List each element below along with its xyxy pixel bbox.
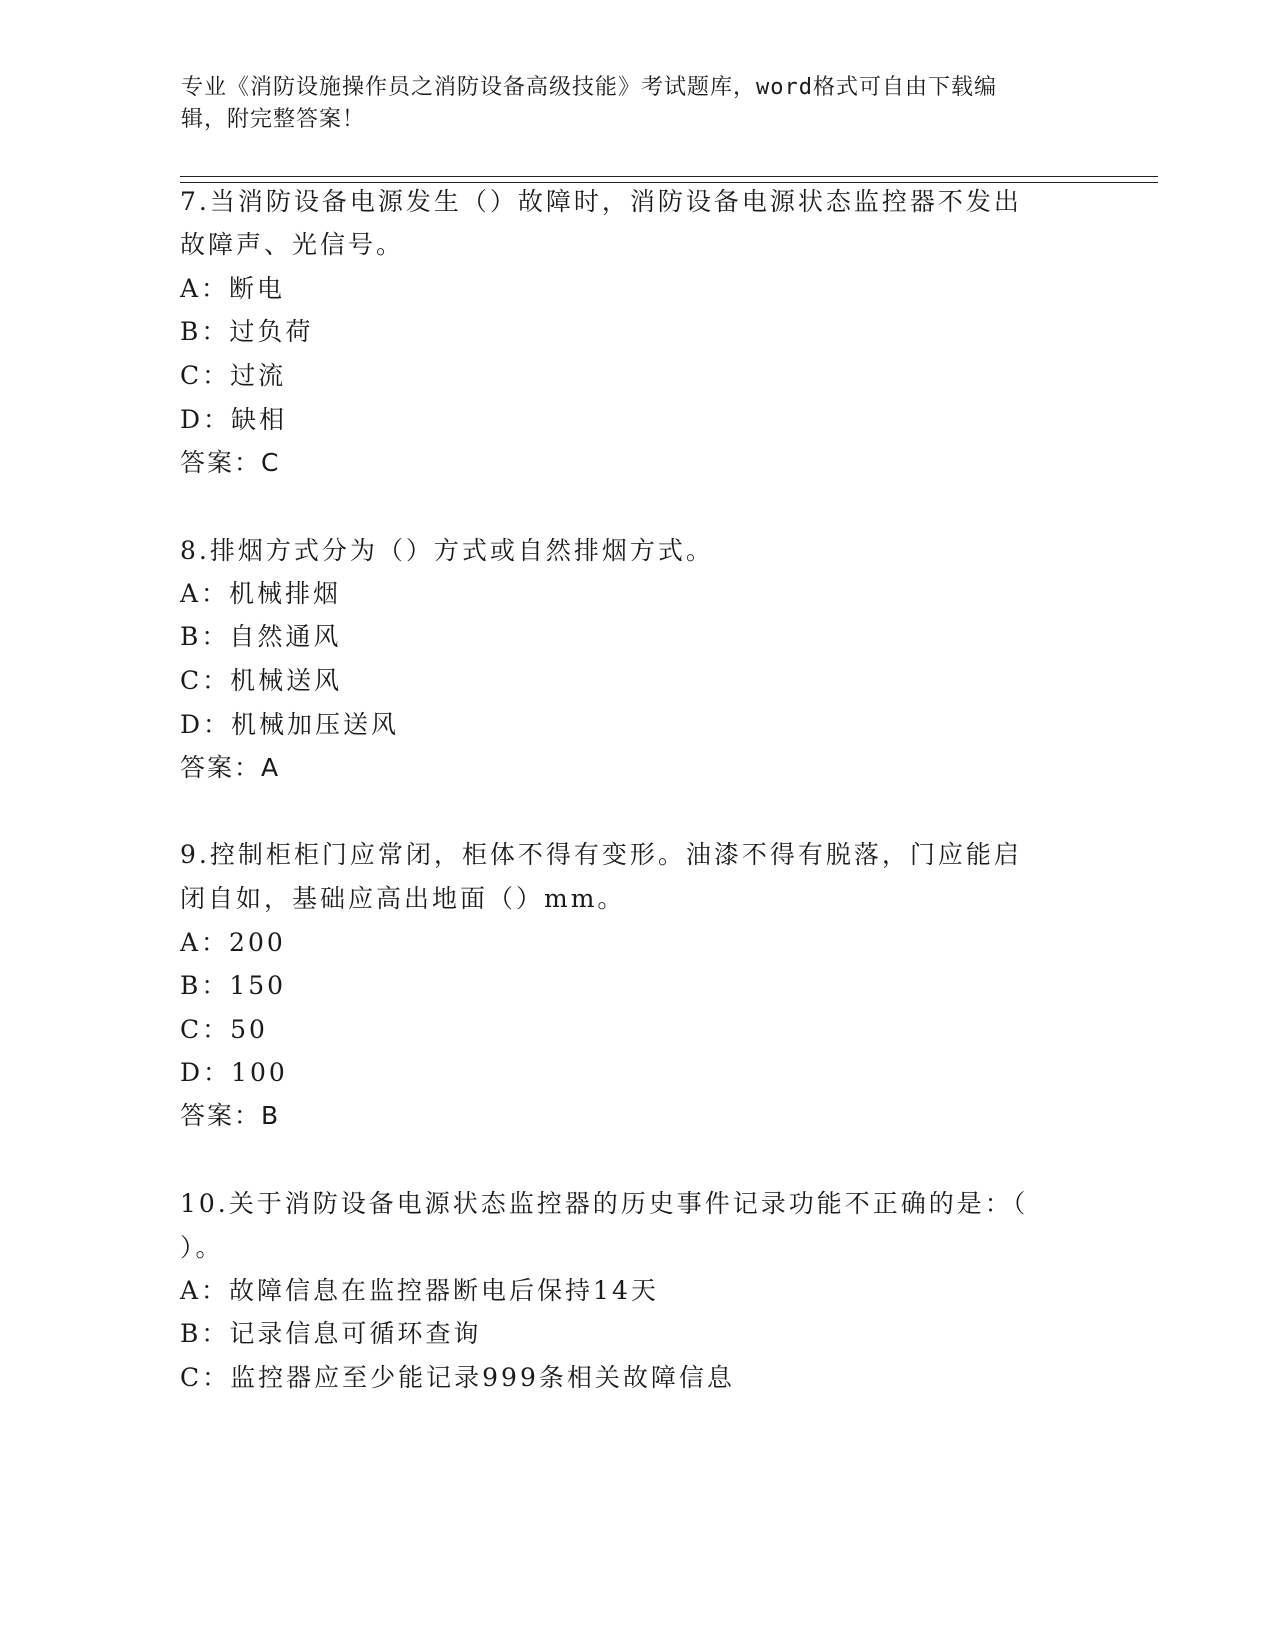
question-stem: 10.关于消防设备电源状态监控器的历史事件记录功能不正确的是：（	[180, 1189, 1029, 1218]
question-stem: 故障声、光信号。	[180, 230, 405, 259]
header-line-1: 专业《消防设施操作员之消防设备高级技能》考试题库，word格式可自由下载编	[181, 75, 997, 100]
option-a: A：机械排烟	[180, 579, 342, 608]
question-stem: 闭自如，基础应高出地面（）mm。	[180, 884, 626, 913]
answer: 答案：B	[180, 1101, 281, 1130]
option-d: D：机械加压送风	[180, 710, 400, 739]
option-a: A：断电	[180, 274, 286, 303]
document-header	[181, 72, 1041, 136]
option-c: C：监控器应至少能记录999条相关故障信息	[180, 1363, 735, 1392]
header-divider-bottom	[180, 182, 1158, 183]
header-divider-top	[180, 176, 1158, 177]
option-b: B：150	[180, 971, 287, 1000]
option-a: A：200	[180, 928, 286, 957]
option-b: B：过负荷	[180, 317, 314, 346]
option-d: D：100	[180, 1058, 288, 1087]
question-stem: 8.排烟方式分为（）方式或自然排烟方式。	[180, 536, 714, 565]
answer: 答案：A	[180, 753, 281, 782]
option-c: C：过流	[180, 361, 287, 390]
option-b: B：记录信息可循环查询	[180, 1319, 482, 1348]
question-stem: ）。	[180, 1233, 224, 1262]
question-stem: 7.当消防设备电源发生（）故障时，消防设备电源状态监控器不发出	[180, 187, 1022, 216]
answer: 答案：C	[180, 448, 281, 477]
option-b: B：自然通风	[180, 622, 342, 651]
question-stem: 9.控制柜柜门应常闭，柜体不得有变形。油漆不得有脱落，门应能启	[180, 840, 1022, 869]
option-c: C：50	[180, 1015, 268, 1044]
header-line-2: 辑，附完整答案！	[181, 107, 366, 132]
option-d: D：缺相	[180, 405, 288, 434]
option-c: C：机械送风	[180, 666, 343, 695]
option-a: A：故障信息在监控器断电后保持14天	[180, 1276, 659, 1305]
